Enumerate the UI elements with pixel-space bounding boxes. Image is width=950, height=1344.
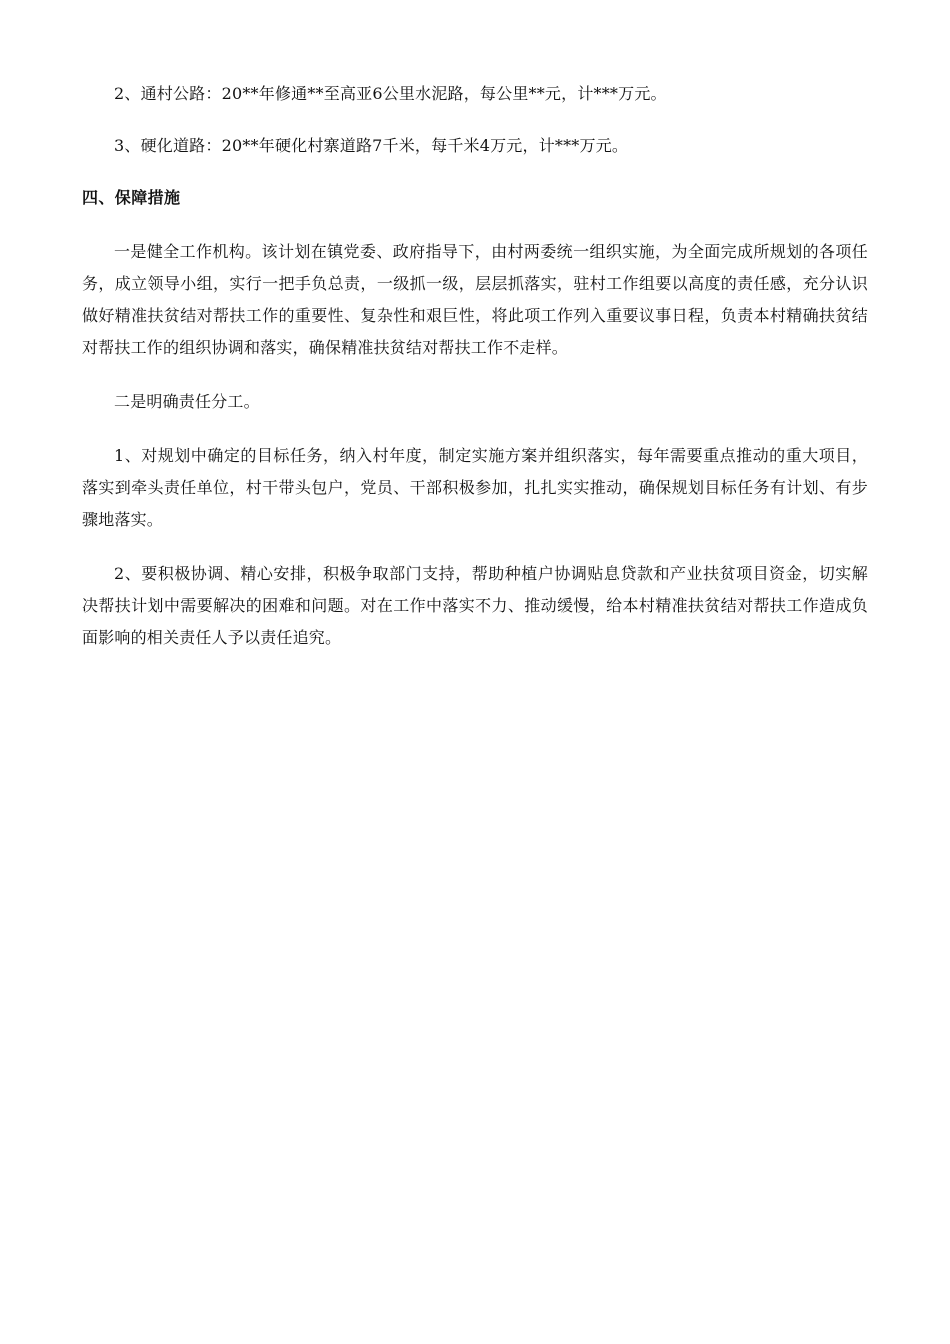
item-hardened-road: 3、硬化道路：20**年硬化村寨道路7千米，每千米4万元，计***万元。 (114, 136, 629, 155)
paragraph-responsibility-2: 2、要积极协调、精心安排，积极争取部门支持，帮助种植户协调贴息贷款和产业扶贫项目资金，切实解决帮扶计划中需要解决的困难和问题。对在工作中落实不力、推动缓慢，给本村精准扶贫结对帮扶工作造成负面影响的相关责任人予以责任追究。 (82, 564, 868, 647)
paragraph-responsibility-1: 1、对规划中确定的目标任务，纳入村年度，制定实施方案并组织落实，每年需要重点推动的重大项目，落实到牵头责任单位，村干带头包户，党员、干部积极参加，扎扎实实推动，确保规划目标任务有计划、有步骤地落实。 (82, 446, 868, 529)
item-rural-road: 2、通村公路：20**年修通**至高亚6公里水泥路，每公里**元，计***万元。 (114, 84, 667, 103)
paragraph-work-organization: 一是健全工作机构。该计划在镇党委、政府指导下，由村两委统一组织实施，为全面完成所规划的各项任务，成立领导小组，实行一把手负总责，一级抓一级，层层抓落实，驻村工作组要以高度的责任感，充分认识做好精准扶贫结对帮扶工作的重要性、复杂性和艰巨性，将此项工作列入重要议事日程，负责本村精确扶贫结对帮扶工作的组织协调和落实，确保精准扶贫结对帮扶工作不走样。 (82, 242, 868, 357)
document-page (82, 78, 868, 654)
section-heading: 四、保障措施 (82, 188, 181, 207)
paragraph-responsibility-title: 二是明确责任分工。 (114, 392, 260, 411)
